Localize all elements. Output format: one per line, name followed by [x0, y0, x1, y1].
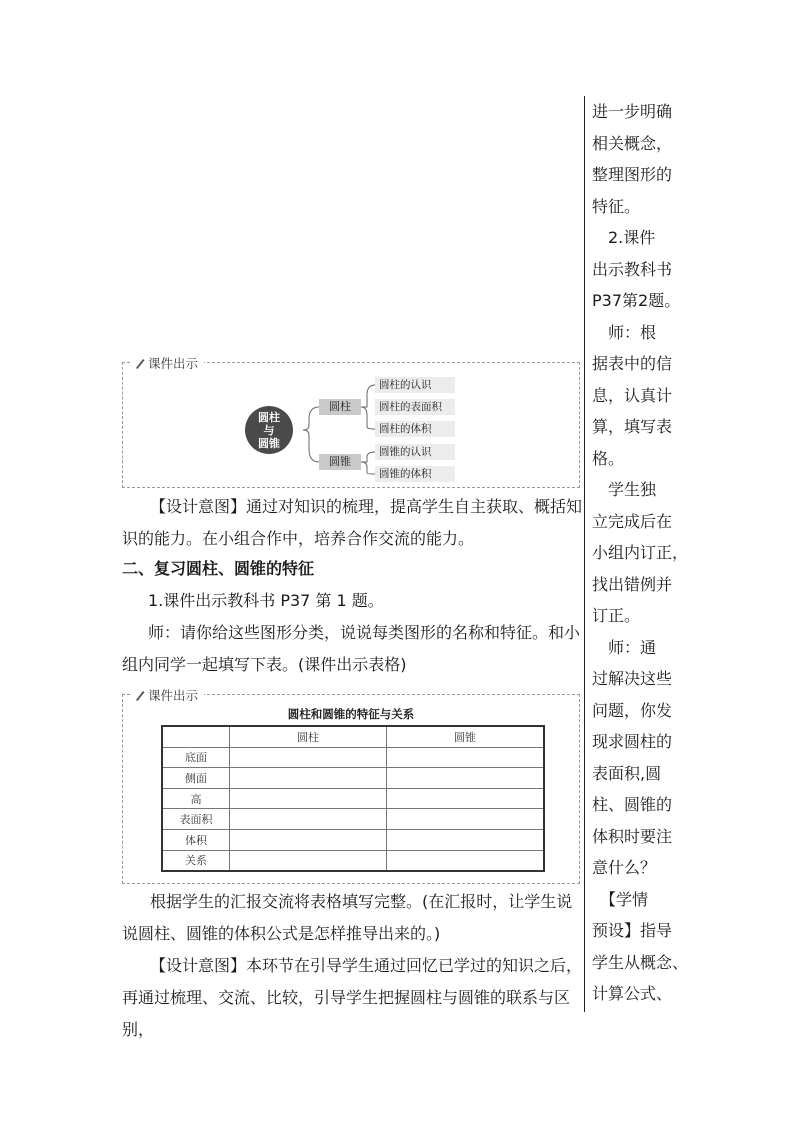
note-line: 过解决这些: [592, 669, 673, 688]
paragraph-line: 说圆柱、圆锥的体积公式是怎样推导出来的。): [122, 924, 441, 943]
teacher-instruction: [122, 617, 582, 681]
table-row: [162, 809, 544, 830]
table-cell[interactable]: [230, 850, 387, 871]
note-line: 订正。: [592, 606, 641, 625]
table-row: [162, 768, 544, 789]
table-row: [162, 747, 544, 768]
note-line: 小组内订正，: [592, 543, 689, 562]
topic-line: 圆柱: [258, 410, 280, 424]
paragraph-line: 再通过梳理、交流、比较，引导学生把握圆柱与圆锥的联系与区别，: [122, 988, 571, 1039]
note-line: 体积时要注: [592, 826, 673, 846]
row-label: 底面: [162, 747, 230, 768]
design-intent-1: [122, 491, 582, 555]
note-line: 计算公式、: [592, 984, 673, 1003]
table-cell[interactable]: [230, 829, 387, 850]
table-row: [162, 788, 544, 809]
report-paragraph: [122, 886, 582, 950]
courseware-table-box: [122, 688, 580, 884]
note-line: 出示教科书: [592, 259, 673, 279]
paragraph-line: 师：请你给这些图形分类，说说每类图形的名称和特征。和小: [148, 623, 581, 642]
section-heading: 二、复习圆柱、圆锥的特征: [122, 559, 315, 578]
leaf-item: 圆锥的体积: [375, 466, 455, 482]
branch-cone: 圆锥: [319, 454, 361, 470]
note-line: P37第2题。: [592, 291, 681, 310]
table-cell[interactable]: [387, 747, 545, 768]
table-cell[interactable]: [230, 768, 387, 789]
table-title: 圆柱和圆锥的特征与关系: [287, 707, 415, 721]
note-line: 学生独: [592, 480, 657, 499]
note-line: 找出错例并: [592, 574, 673, 594]
note-line: 柱、圆锥的: [592, 795, 673, 814]
table-cell[interactable]: [230, 809, 387, 830]
note-line: 据表中的信: [592, 354, 673, 373]
note-line: 学生从概念、: [592, 952, 689, 972]
note-line: 现求圆柱的: [592, 732, 673, 751]
note-line: 表面积,圆: [592, 763, 662, 783]
table-cell[interactable]: [387, 788, 545, 809]
row-label: 表面积: [162, 809, 230, 830]
table-cell[interactable]: [230, 747, 387, 768]
step-1: 1.课件出示教科书 P37 第 1 题。: [148, 591, 384, 610]
table-row: [162, 850, 544, 871]
comparison-table: [161, 725, 545, 872]
leaf-item: 圆柱的体积: [375, 421, 455, 437]
note-line: 特征。: [592, 196, 641, 216]
leaf-item: 圆柱的认识: [375, 377, 455, 393]
table-cell[interactable]: [230, 788, 387, 809]
row-label: 高: [162, 788, 230, 809]
note-line: 格。: [592, 448, 625, 468]
topic-line: 与: [263, 423, 275, 437]
courseware-label: [131, 686, 204, 704]
note-line: 2.课件: [592, 228, 656, 247]
courseware-label-text: 课件出示: [148, 356, 199, 371]
header-cell: 圆锥: [387, 726, 545, 747]
paragraph-line: 根据学生的汇报交流将表格填写完整。(在汇报时，让学生说: [150, 892, 573, 911]
teacher-notes-column: [592, 96, 689, 1010]
branch-cylinder: 圆柱: [319, 399, 361, 415]
note-line: 预设】指导: [592, 921, 673, 940]
note-line: 整理图形的: [592, 165, 673, 184]
note-line: 师：通: [592, 637, 657, 657]
topic-line: 圆锥: [258, 436, 280, 450]
note-line: 师：根: [592, 322, 657, 342]
paragraph-line: 【设计意图】本环节在引导学生通过回忆已学过的知识之后，: [150, 956, 583, 975]
table-row: [162, 829, 544, 850]
paragraph-line: 组内同学一起填写下表。(课件出示表格): [122, 655, 407, 674]
row-label: 体积: [162, 829, 230, 850]
row-label: 关系: [162, 850, 230, 871]
note-line: 进一步明确: [592, 102, 673, 121]
pen-icon: [135, 689, 145, 701]
header-cell: [162, 726, 230, 747]
note-line: 意什么？: [592, 858, 657, 877]
leaf-item: 圆锥的认识: [375, 444, 455, 460]
row-label: 侧面: [162, 768, 230, 789]
table-cell[interactable]: [387, 768, 545, 789]
note-line: 【学情: [592, 889, 649, 909]
courseware-label-text: 课件出示: [148, 688, 199, 703]
paragraph-line: 【设计意图】通过对知识的梳理，提高学生自主获取、概括知: [150, 497, 583, 516]
note-line: 算，填写表: [592, 417, 673, 436]
note-line: 相关概念，: [592, 133, 673, 153]
column-divider: [584, 96, 585, 1012]
table-header-row: [162, 726, 544, 747]
table-cell[interactable]: [387, 809, 545, 830]
table-cell[interactable]: [387, 850, 545, 871]
paragraph-line: 识的能力。在小组合作中，培养合作交流的能力。: [122, 529, 475, 548]
leaf-item: 圆柱的表面积: [375, 399, 455, 415]
table-cell[interactable]: [387, 829, 545, 850]
header-cell: 圆柱: [230, 726, 387, 747]
design-intent-2: [122, 950, 582, 1046]
note-line: 息，认真计: [592, 385, 673, 405]
courseware-mindmap-box: [122, 356, 580, 488]
note-line: 问题，你发: [592, 700, 673, 720]
note-line: 立完成后在: [592, 511, 673, 531]
